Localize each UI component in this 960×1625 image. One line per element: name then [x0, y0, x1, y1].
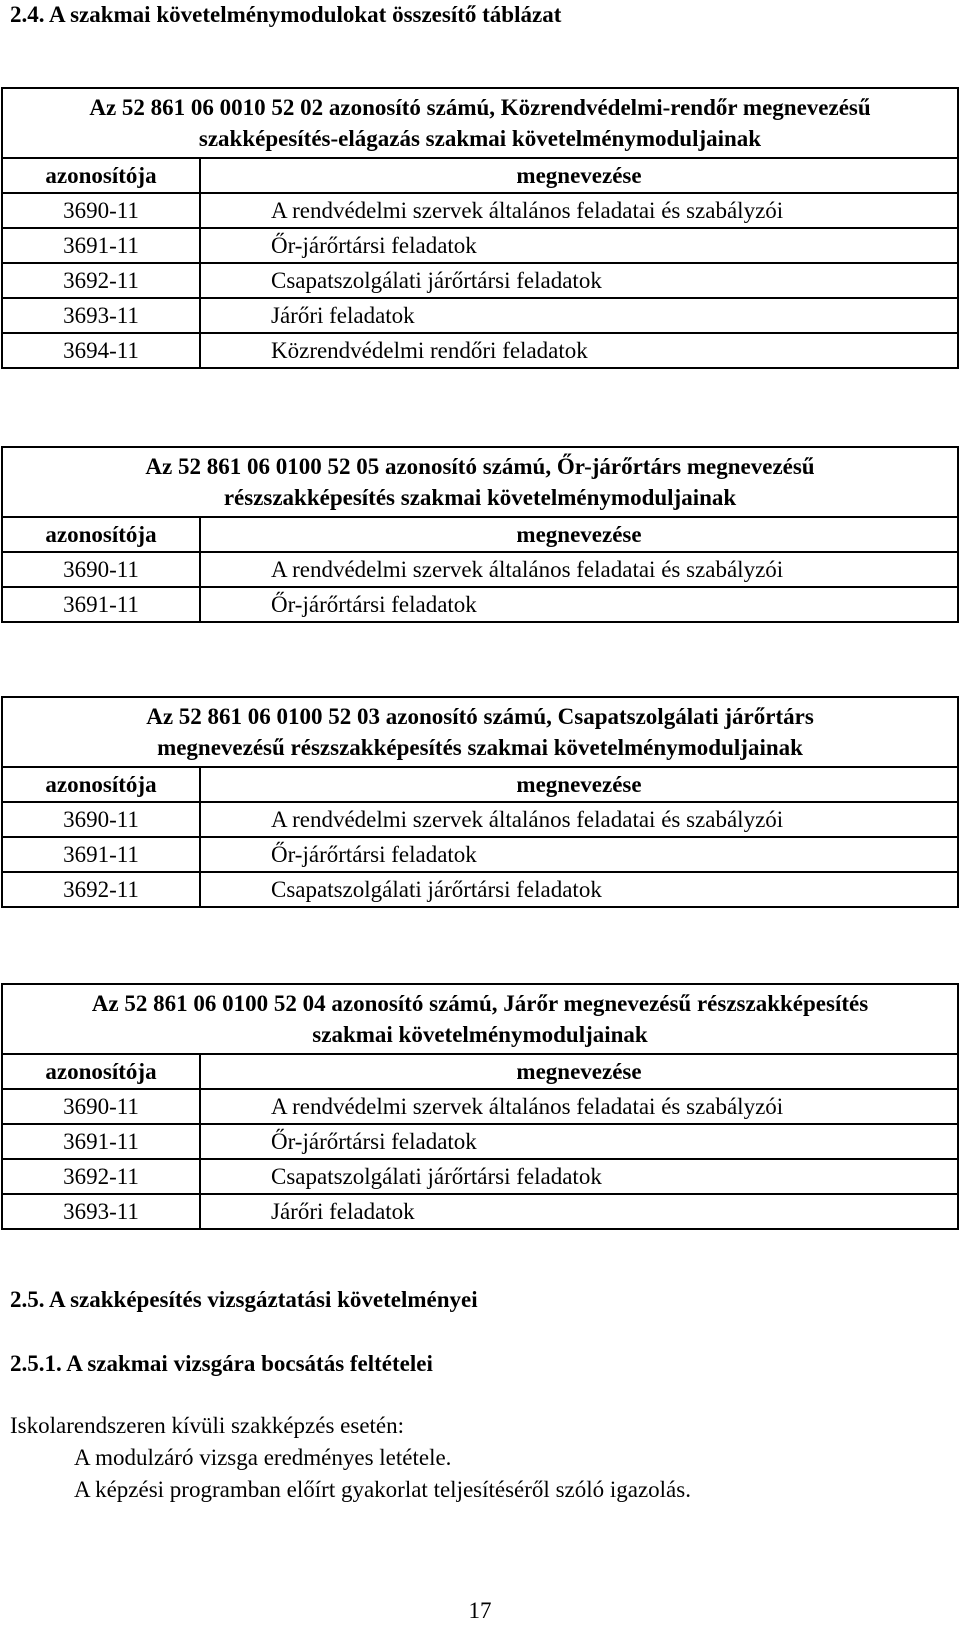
table-row: [2, 872, 958, 907]
module-name: Járőri feladatok: [200, 298, 958, 333]
table-row: [2, 802, 958, 837]
module-table-2: [1, 446, 959, 623]
module-id: 3694-11: [2, 333, 200, 368]
module-id: 3690-11: [2, 193, 200, 228]
table-row: [2, 552, 958, 587]
module-id: 3692-11: [2, 1159, 200, 1194]
column-header-name: megnevezése: [200, 158, 958, 193]
module-id: 3691-11: [2, 587, 200, 622]
caption-line-1: Az 52 861 06 0100 52 03 azonosító számú, Csapatszolgálati járőrtárs: [146, 704, 814, 729]
module-name: Őr-járőrtársi feladatok: [200, 587, 958, 622]
table-row: [2, 333, 958, 368]
section-heading-2-5-1: 2.5.1. A szakmai vizsgára bocsátás feltételei: [10, 1351, 433, 1376]
column-header-name: megnevezése: [200, 767, 958, 802]
module-name: A rendvédelmi szervek általános feladatai és szabályzói: [200, 193, 958, 228]
caption-line-1: Az 52 861 06 0010 52 02 azonosító számú, Közrendvédelmi-rendőr megnevezésű: [89, 95, 871, 120]
module-id: 3691-11: [2, 1124, 200, 1159]
module-id: 3690-11: [2, 1089, 200, 1124]
table-caption: [2, 447, 958, 517]
section-heading-2-4: 2.4. A szakmai követelménymodulokat összesítő táblázat: [10, 2, 562, 27]
table-row: [2, 228, 958, 263]
module-id: 3690-11: [2, 802, 200, 837]
table-row: [2, 298, 958, 333]
caption-line-1: Az 52 861 06 0100 52 04 azonosító számú, Járőr megnevezésű részszakképesítés: [91, 991, 869, 1016]
table-row: [2, 587, 958, 622]
page-number: 17: [468, 1598, 492, 1623]
module-name: Közrendvédelmi rendőri feladatok: [200, 333, 958, 368]
table-row: [2, 1194, 958, 1229]
column-header-id: azonosítója: [2, 517, 200, 552]
module-id: 3691-11: [2, 837, 200, 872]
column-header-id: azonosítója: [2, 1054, 200, 1089]
paragraph-line-1: A modulzáró vizsga eredményes letétele.: [74, 1445, 452, 1470]
table-row: [2, 263, 958, 298]
module-name: A rendvédelmi szervek általános feladatai és szabályzói: [200, 802, 958, 837]
module-id: 3692-11: [2, 872, 200, 907]
column-header-name: megnevezése: [200, 1054, 958, 1089]
caption-line-2: szakképesítés-elágazás szakmai követelménymoduljainak: [198, 126, 762, 151]
module-id: 3692-11: [2, 263, 200, 298]
table-row: [2, 1159, 958, 1194]
module-name: Járőri feladatok: [200, 1194, 958, 1229]
paragraph-line-2: A képzési programban előírt gyakorlat teljesítéséről szóló igazolás.: [74, 1477, 691, 1502]
requirements-paragraph: [10, 1410, 691, 1506]
module-table-4: [1, 983, 959, 1230]
module-name: Őr-járőrtársi feladatok: [200, 837, 958, 872]
module-id: 3691-11: [2, 228, 200, 263]
module-name: Csapatszolgálati járőrtársi feladatok: [200, 263, 958, 298]
module-name: Őr-járőrtársi feladatok: [200, 1124, 958, 1159]
column-header-id: azonosítója: [2, 767, 200, 802]
module-name: Csapatszolgálati járőrtársi feladatok: [200, 872, 958, 907]
column-header-id: azonosítója: [2, 158, 200, 193]
module-id: 3693-11: [2, 1194, 200, 1229]
table-caption: [2, 984, 958, 1054]
table-row: [2, 837, 958, 872]
module-name: Őr-járőrtársi feladatok: [200, 228, 958, 263]
caption-line-2: megnevezésű részszakképesítés szakmai követelménymoduljainak: [157, 735, 803, 760]
module-name: Csapatszolgálati járőrtársi feladatok: [200, 1159, 958, 1194]
table-row: [2, 1089, 958, 1124]
module-name: A rendvédelmi szervek általános feladatai és szabályzói: [200, 552, 958, 587]
module-id: 3693-11: [2, 298, 200, 333]
module-id: 3690-11: [2, 552, 200, 587]
table-row: [2, 1124, 958, 1159]
caption-line-2: szakmai követelménymoduljainak: [312, 1022, 648, 1047]
table-caption: [2, 697, 958, 767]
section-heading-2-5: 2.5. A szakképesítés vizsgáztatási követelményei: [10, 1287, 478, 1312]
module-table-3: [1, 696, 959, 908]
table-row: [2, 193, 958, 228]
module-name: A rendvédelmi szervek általános feladatai és szabályzói: [200, 1089, 958, 1124]
paragraph-intro: Iskolarendszeren kívüli szakképzés esetén:: [10, 1413, 405, 1438]
caption-line-1: Az 52 861 06 0100 52 05 azonosító számú, Őr-járőrtárs megnevezésű: [145, 454, 815, 479]
column-header-name: megnevezése: [200, 517, 958, 552]
table-caption: [2, 88, 958, 158]
caption-line-2: részszakképesítés szakmai követelménymoduljainak: [223, 485, 737, 510]
module-table-1: [1, 87, 959, 369]
